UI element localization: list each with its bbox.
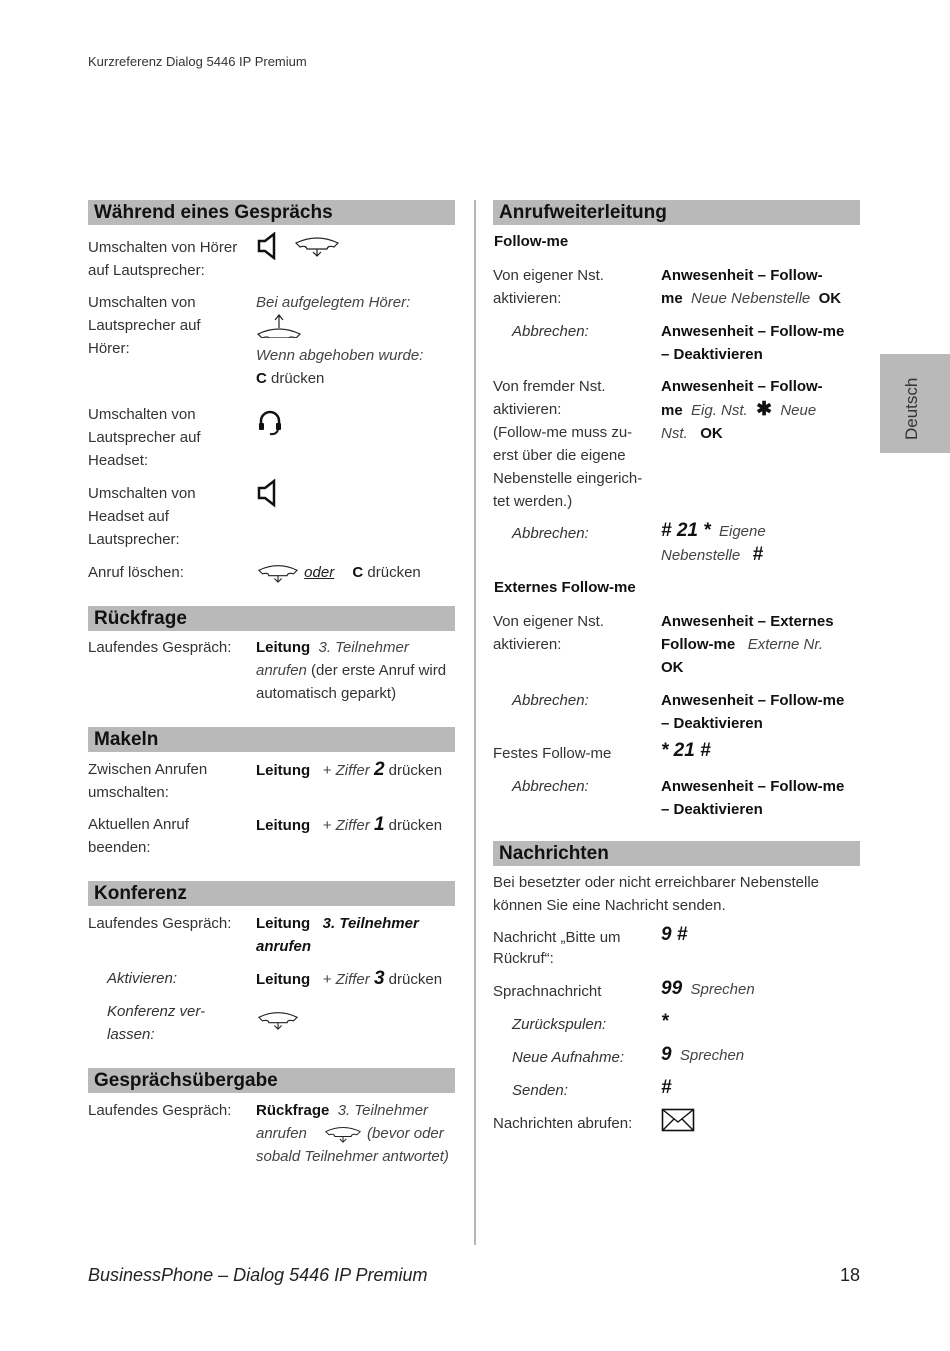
value-text: (bevor oder <box>367 1125 444 1142</box>
row-label: Senden: <box>512 1082 568 1099</box>
label-line: (Follow-me muss zu- <box>493 424 633 441</box>
label-line: Rückruf“: <box>493 950 554 967</box>
value-line: Anwesenheit – Externes <box>661 613 834 630</box>
section-heading-waehrend: Während eines Gesprächs <box>88 200 455 225</box>
row-label <box>107 1000 205 1046</box>
value-text: 3. Teilnehmer <box>337 1102 429 1119</box>
label-line: Umschalten von Hörer <box>88 239 238 256</box>
subheading: Follow-me <box>494 233 569 250</box>
row-label <box>493 264 604 310</box>
key-leitung: Leitung <box>256 762 311 779</box>
label-line: Lautsprecher auf <box>88 429 201 446</box>
label-line: Lautsprecher auf <box>88 317 201 334</box>
value-text: Follow-me <box>661 636 736 653</box>
row-value <box>661 610 834 679</box>
value-line: Anwesenheit – Follow-me <box>661 323 845 340</box>
row-value <box>661 320 844 366</box>
row-value <box>256 1099 449 1168</box>
label-line: Nachricht „Bitte um <box>493 929 621 946</box>
value-line <box>661 398 823 422</box>
value-text: Nst. <box>661 425 688 442</box>
section-heading-makeln: Makeln <box>88 727 455 752</box>
headset-icon <box>256 408 284 436</box>
value-text: 3. Teilnehmer <box>318 639 409 656</box>
row-label: Abbrechen: <box>512 323 589 340</box>
label-line: Konferenz ver- <box>107 1003 206 1020</box>
row-value <box>661 264 841 310</box>
digit-key: 2 <box>373 759 385 780</box>
label-line: tet werden.) <box>493 493 573 510</box>
key-code: 9 <box>661 1044 672 1065</box>
label-line: Von fremder Nst. <box>493 378 606 395</box>
label-line: aktivieren: <box>493 290 562 307</box>
row-label <box>88 813 189 859</box>
value-text: + Ziffer <box>322 762 374 779</box>
key-leitung: Leitung <box>256 915 311 932</box>
language-tab <box>880 354 950 453</box>
envelope-icon <box>661 1108 695 1132</box>
key-ok: OK <box>661 659 684 676</box>
value-text: drücken <box>384 762 443 779</box>
row-value <box>661 775 844 821</box>
intro-line: Bei besetzter oder nicht erreichbarer Nebenstelle <box>493 874 820 891</box>
row-label: Laufendes Gespräch: <box>88 639 232 656</box>
digit-key: 3 <box>373 968 385 989</box>
value-line <box>256 1122 449 1145</box>
running-header: Kurzreferenz Dialog 5446 IP Premium <box>88 54 307 69</box>
value-line: Anwesenheit – Follow- <box>661 267 823 284</box>
value-line: automatisch geparkt) <box>256 685 397 702</box>
value-text: anrufen <box>256 662 307 679</box>
row-label <box>88 758 207 804</box>
row-label: Abbrechen: <box>512 525 589 542</box>
label-line: Nebenstelle eingerich- <box>493 470 643 487</box>
label-line: Headset: <box>88 452 149 469</box>
label-line: Hörer: <box>88 340 130 357</box>
key-code: 9 # <box>661 924 688 945</box>
row-value <box>256 561 421 584</box>
value-text: me <box>661 402 683 419</box>
row-value <box>661 1043 744 1067</box>
intro-text <box>493 871 819 917</box>
row-label: Aktivieren: <box>107 970 178 987</box>
value-text: drücken <box>266 370 325 388</box>
row-label: Laufendes Gespräch: <box>88 1102 232 1119</box>
hash-key: # <box>752 544 764 565</box>
label-line: Umschalten von <box>88 406 196 423</box>
row-label <box>493 926 621 970</box>
row-label: Zurückspulen: <box>512 1016 607 1033</box>
row-value <box>256 758 442 782</box>
row-value <box>256 636 446 705</box>
handset-down-icon <box>256 1010 300 1030</box>
row-value <box>661 1010 668 1034</box>
row-value <box>661 375 823 445</box>
value-line <box>256 912 419 935</box>
value-text: + Ziffer <box>322 817 374 834</box>
value-line: – Deaktivieren <box>661 346 763 363</box>
footer-title: BusinessPhone – Dialog 5446 IP Premium <box>88 1265 428 1285</box>
row-value <box>256 912 419 958</box>
row-label <box>88 291 201 360</box>
value-line: Anwesenheit – Follow- <box>661 378 823 395</box>
row-value <box>661 1076 672 1100</box>
value-line <box>661 422 823 445</box>
value-text: Externe Nr. <box>747 636 823 653</box>
value-text: anrufen <box>256 1125 307 1142</box>
label-line: Umschalten von <box>88 485 196 502</box>
value-text: Eigene <box>719 523 766 540</box>
value-line <box>256 367 423 390</box>
speaker-icon <box>256 232 280 260</box>
row-label: Laufendes Gespräch: <box>88 915 232 932</box>
value-line <box>661 543 766 567</box>
row-label <box>88 236 237 282</box>
label-line: Von eigener Nst. <box>493 613 604 630</box>
row-label: Anruf löschen: <box>88 564 184 581</box>
value-line <box>256 636 446 659</box>
label-line: Von eigener Nst. <box>493 267 604 284</box>
value-text: 3. Teilnehmer <box>322 915 419 932</box>
subheading: Externes Follow-me <box>494 579 636 596</box>
row-value <box>661 977 755 1001</box>
value-text: Sprechen <box>690 981 755 998</box>
label-line: Aktuellen Anruf <box>88 816 189 833</box>
value-line <box>256 659 446 682</box>
handset-down-icon <box>294 235 340 257</box>
label-line: auf Lautsprecher: <box>88 262 205 279</box>
label-line: Headset auf <box>88 508 169 525</box>
key-leitung: Leitung <box>256 639 311 656</box>
label-line: Lautsprecher: <box>88 531 180 548</box>
key-code: * 21 # <box>661 740 711 761</box>
value-text: + Ziffer <box>322 971 374 988</box>
section-heading-uebergabe: Gesprächsübergabe <box>88 1068 455 1093</box>
row-value <box>256 967 442 991</box>
label-line: aktivieren: <box>493 401 562 418</box>
value-text: Nebenstelle <box>661 547 741 564</box>
row-label: Abbrechen: <box>512 778 589 795</box>
section-heading-rueckfrage: Rückfrage <box>88 606 455 631</box>
value-line: sobald Teilnehmer antwortet) <box>256 1148 449 1165</box>
key-ok: OK <box>818 290 842 307</box>
label-line: lassen: <box>107 1026 155 1043</box>
row-value-icons <box>256 232 340 260</box>
row-label: Neue Aufnahme: <box>512 1049 625 1066</box>
row-label: Sprachnachricht <box>493 983 602 1000</box>
key-code: 99 <box>661 978 683 999</box>
value-text: Neue <box>780 402 817 419</box>
column-divider <box>474 200 476 1245</box>
value-line <box>256 1099 449 1122</box>
star-key-icon: ✱ <box>756 399 772 420</box>
value-line <box>661 519 766 543</box>
value-text: drücken <box>384 817 443 834</box>
value-text: Sprechen <box>679 1047 745 1064</box>
row-label: Nachrichten abrufen: <box>493 1115 633 1132</box>
row-label <box>88 403 201 472</box>
section-heading-nachrichten: Nachrichten <box>493 841 860 866</box>
value-text: oder <box>304 564 335 581</box>
value-text: drücken <box>384 971 443 988</box>
value-line: Anwesenheit – Follow-me <box>661 692 845 709</box>
row-value <box>661 519 766 567</box>
row-value <box>661 689 844 735</box>
label-line: umschalten: <box>88 784 169 801</box>
value-text: Neue Nebenstelle <box>691 290 811 307</box>
value-line <box>661 633 834 656</box>
handset-up-icon <box>256 314 302 338</box>
value-text: Eig. Nst. <box>691 402 748 419</box>
page-number: 18 <box>840 1265 861 1285</box>
label-line: Zwischen Anrufen <box>88 761 208 778</box>
handset-down-icon <box>321 1125 365 1143</box>
key-code: # <box>661 1077 672 1098</box>
section-heading-anrufweiterleitung: Anrufweiterleitung <box>493 200 860 225</box>
value-line <box>661 287 841 310</box>
intro-line: können Sie eine Nachricht senden. <box>493 897 726 914</box>
value-line: – Deaktivieren <box>661 801 763 818</box>
row-value <box>256 813 442 837</box>
value-line: Anwesenheit – Follow-me <box>661 778 845 795</box>
label-line: erst über die eigene <box>493 447 626 464</box>
row-label <box>493 610 604 656</box>
key-c: C <box>352 564 364 581</box>
handset-down-icon <box>256 563 300 583</box>
row-value-icons <box>256 478 280 508</box>
key-leitung: Leitung <box>256 971 311 988</box>
key-code: # 21 * <box>661 520 711 541</box>
digit-key: 1 <box>373 814 385 835</box>
row-value-icons <box>256 1008 300 1031</box>
value-text: (der erste Anruf wird <box>306 662 447 679</box>
key-rueckfrage: Rückfrage <box>256 1102 330 1119</box>
row-value-icons <box>256 408 284 436</box>
label-line: Umschalten von <box>88 294 196 311</box>
row-label: Abbrechen: <box>512 692 589 709</box>
key-leitung: Leitung <box>256 817 311 834</box>
row-value-icons <box>661 1108 695 1132</box>
key-code: * <box>661 1011 669 1032</box>
language-tab-label: Deutsch <box>902 377 921 440</box>
key-ok: OK <box>700 425 723 442</box>
label-line: beenden: <box>88 839 151 856</box>
value-line: – Deaktivieren <box>661 715 763 732</box>
value-text: me <box>661 290 683 307</box>
value-line: Wenn abgehoben wurde: <box>256 347 424 365</box>
row-value <box>256 291 423 390</box>
speaker-icon <box>256 478 280 508</box>
label-line: aktivieren: <box>493 636 562 653</box>
row-label <box>88 482 196 551</box>
value-text: drücken <box>363 564 421 581</box>
row-value <box>661 739 711 763</box>
row-label <box>493 375 642 513</box>
row-label: Festes Follow-me <box>493 745 612 762</box>
key-c: C <box>256 370 267 388</box>
section-heading-konferenz: Konferenz <box>88 881 455 906</box>
row-value <box>661 923 687 947</box>
value-line: Bei aufgelegtem Hörer: <box>256 294 411 311</box>
value-line: anrufen <box>256 938 312 955</box>
